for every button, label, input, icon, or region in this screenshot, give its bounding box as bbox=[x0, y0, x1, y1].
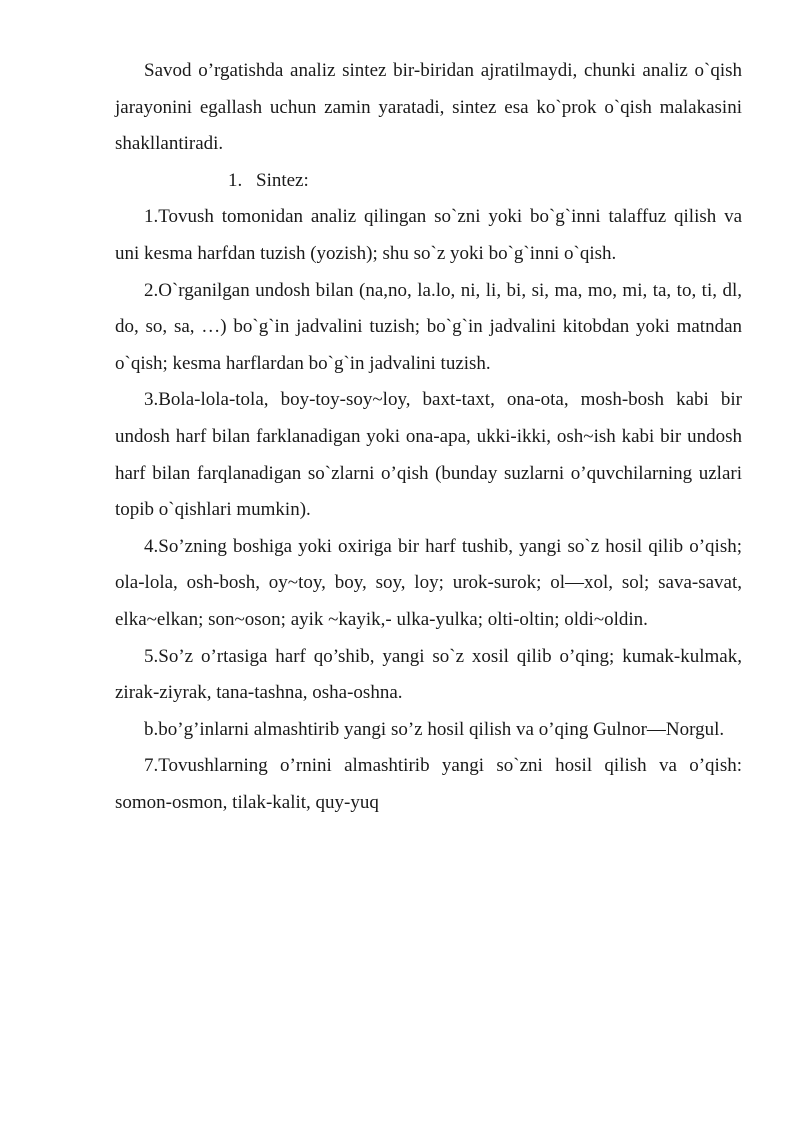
document-page bbox=[115, 53, 742, 821]
section-heading-label: Sintez: bbox=[256, 169, 309, 191]
section-heading bbox=[115, 163, 742, 200]
list-item-1: 1.Tovush tomonidan analiz qilingan so`zni yoki bo`g`inni talaffuz qilish va uni kesma harfdan tuzish (yozish); shu so`z yoki bo`g`inni o`qish. bbox=[115, 206, 742, 264]
list-item-4: 4.So’zning boshiga yoki oxiriga bir harf tushib, yangi so`z hosil qilib o’qish; ola-lola, osh-bosh, oy~toy, boy, soy, loy; urok-surok; ol—xol, sol; sava-savat, elka~elkan; son~oson; ayik ~kayik,- ulka-yulka; olti-oltin; oldi~oldin. bbox=[115, 535, 742, 630]
list-item-5: 5.So’z o’rtasiga harf qo’shib, yangi so`z xosil qilib o’qing; kumak-kulmak, zirak-ziyrak, tana-tashna, osha-oshna. bbox=[115, 645, 742, 704]
intro-paragraph: Savod o’rgatishda analiz sintez bir-biridan ajratilmaydi, chunki analiz o`qish jarayonini egallash uchun zamin yaratadi, sintez esa ko`prok o`qish malakasini shakllantiradi. bbox=[115, 60, 742, 155]
list-item-6: b.bo’g’inlarni almashtirib yangi so’z hosil qilish va o’qing Gulnor—Norgul. bbox=[144, 718, 725, 740]
list-item-7: 7.Tovushlarning o’rnini almashtirib yangi so`zni hosil qilish va o’qish: somon-osmon, tilak-kalit, quy-yuq bbox=[115, 755, 742, 813]
list-item-2: 2.O`rganilgan undosh bilan (na,no, la.lo, ni, li, bi, si, ma, mo, mi, ta, to, ti, dl, do, so, sa, …) bo`g`in jadvalini tuzish; bo`g`in jadvalini kitobdan yoki matndan o`qish; kesma harflardan bo`g`in jadvalini tuzish. bbox=[115, 279, 742, 374]
list-item-3: 3.Bola-lola-tola, boy-toy-soy~loy, baxt-taxt, ona-ota, mosh-bosh kabi bir undosh harf bilan farklanadigan yoki ona-apa, ukki-ikki, osh~ish kabi bir undosh harf bilan farqlanadigan so`zlarni o’qish (bunday suzlarni o’quvchilarning uzlari topib o`qishlari mumkin). bbox=[115, 389, 742, 521]
section-heading-number: 1. bbox=[228, 169, 243, 191]
